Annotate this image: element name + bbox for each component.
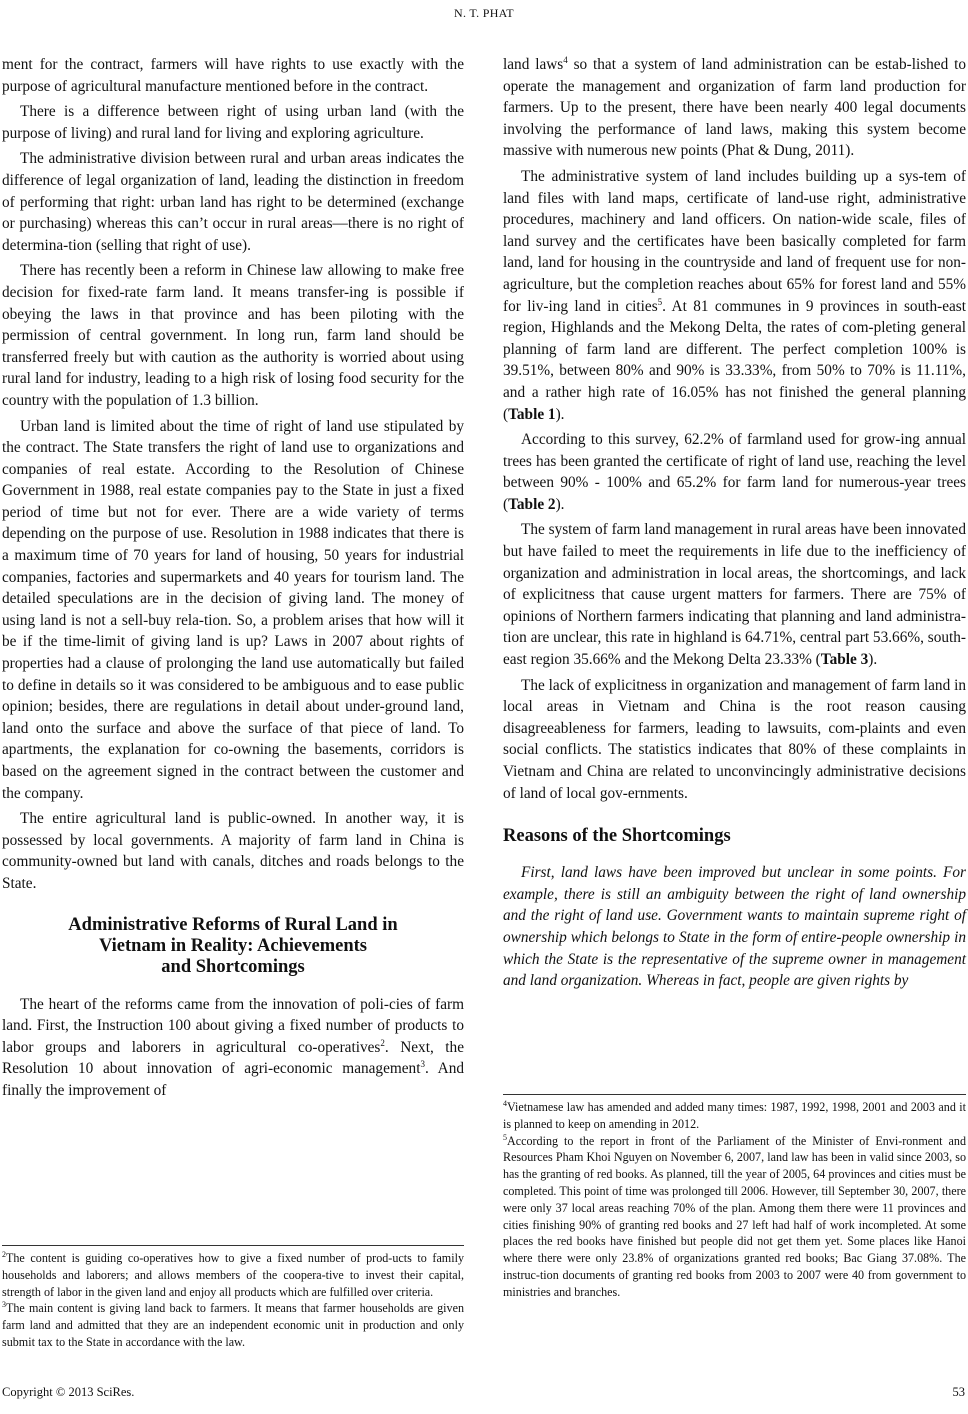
footnote: $^5$According to the report in front of the Parliament of the Minister of Envi-ronment and Resources Pham Khoi Nguyen on November 6, 2007, land law has been in valid since 2003, so has the granting of red books. As planned, till the year of 2005, 64 provinces and cities must be completed. This point of time was prolonged till 2006. However, till September 30, 2007, there were only 37 local areas reaching 70% of the plan. Among them there were 11 provinces and cities finishing 90% of granting red books and 27 left had half of work incompleted. At some places the red books have finished but people did not get them yet. Some places like Hanoi where there were only 23.8% of organizations granted red books; Bac Giang 37.08%. The instruc-tion documents of granting red books from 2003 to 2007 were 40 from government to ministries and branches.	[503, 1132, 966, 1299]
table-reference-link[interactable]: Table 2	[508, 495, 556, 513]
paragraph: The entire agricultural land is public-owned. In another way, it is possessed by local governments. A majority of farm land in China is community-owned but land with canals, ditches and roads belongs to the State.	[2, 810, 464, 892]
page-number: 53	[952, 1385, 965, 1399]
paragraph: Urban land is limited about the time of right of land use stipulated by the contract. The State transfers the right of land use to organizations and companies of real estate. According to the Resolution of Chinese Government in 1988, real estate companies pay to the State in just a fixed period of time but not for ever. There are a wide variety of terms depending on the purpose of use. Resolution in 1988 indicates that there is a maximum time of 70 years for land of housing, 50 years for industrial companies, factories and supermarkets and 40 years for tourism land. The detailed speculations are in the decision of giving land. The money of using land is not a sell-buy rela-tion. So, a problem arises that how will it be if the time-limit of giving land is up? Laws in 2007 about rights of properties had a clause of prolonging the land use automatically but failed to define in details so it was considered to be ambiguous and to ease public opinion; besides, there are regulations in detail about under-ground land, land onto the surface and above the surface of that piece of land. To apartments, the explanation for co-owning the basements, corridors is based on the agreement signed in the contract between the customer and the company.	[2, 417, 464, 802]
footnote-rule	[503, 1094, 966, 1095]
running-head: N. T. PHAT	[454, 6, 514, 20]
section-title-line: Vietnam in Reality: Achievements	[98, 935, 368, 956]
right-column	[503, 54, 966, 996]
paragraph: ment for the contract, farmers will have rights to use exactly with the purpose of agricultural manufacture mentioned before in the contract.	[2, 56, 464, 95]
right-footnotes	[503, 1094, 966, 1301]
left-footnotes	[2, 1245, 464, 1351]
table-reference-link[interactable]: Table 1	[508, 405, 556, 423]
paragraph: The system of farm land management in rural areas have been innovated but have failed to meet the requirements in life due to the inefficiency of organization and administration in local areas, the shortcomings, and lack of explicitness that cause urgent matters for farmers. There are 75% of opinions of Northern farmers indicating that planning and land administra-tion are unclear, this rate in highland is 64.71%, central part 53.66%, south-east region 35.66% and the Mekong Delta 23.33% (Table 3).	[503, 521, 966, 669]
paragraph: The administrative system of land includes building up a sys-tem of land files with land maps, certificate of land-use right, administrative procedures, machinery and land officers. On nation-wide scale, files of land survey and the certificates have been basically completed for farm land, land for housing in the countryside and land of frequent use for non-agriculture, but the completion reaches about 65% for forest land and 55% for liv-ing land in cities$^5$. At 81 communes in 9 provinces in south-east region, Highlands and the Mekong Delta, the rates of com-pleting general planning of farm land are different. The perfect completion 100% is 39.51%, between 80% and 90% is 33.33%, from 50% to 70% is 11.11%, and a rather high rate of 16.05% has not finished the general planning (Table 1).	[503, 167, 966, 423]
footnote: $^3$The main content is giving land back to farmers. It means that farmer households are given farm land and admitted that they are an independent economic unit in production and only submit tax to the State in accordance with the law.	[2, 1300, 464, 1349]
footnote-marker[interactable]: 4	[563, 54, 568, 65]
paragraph: The lack of explicitness in organization and management of farm land in local areas in Vietnam and China is the root reason causing disagreeableness for farmers, leading to lawsuits, com-plaints and even social conflicts. The statistics indicates that 80% of these complaints in Vietnam and China are related to unconvincingly administrative decisions of land of local gov-ernments.	[503, 676, 966, 802]
section-title-line: Administrative Reforms of Rural Land in	[68, 914, 398, 935]
section-title-line: and Shortcomings	[161, 956, 305, 977]
paragraph: First, land laws have been improved but unclear in some points. For example, there is still an ambiguity between the right of land ownership and the right of land use. Government wants to maintain supreme right of ownership which belongs to State in the form of entire-people ownership in which the State is the representative of the supreme owner in management and land organization. Whereas in fact, people are given rights by	[503, 864, 966, 990]
footnote-marker[interactable]: 5	[657, 296, 663, 307]
paragraph: There has recently been a reform in Chinese law allowing to make free decision for fixed-rate farm land. It means transfer-ing is possible if obeying the laws in that province and has been piloting with the permission of central government. In long run, farm land should be transferred freely but with caution as the authority is worried about using rural land for industry, leading to a high risk of losing food security for the country with the population of 1.3 billion.	[2, 262, 464, 409]
footnote-rule	[2, 1245, 464, 1246]
footnote-marker[interactable]: 3	[420, 1059, 425, 1070]
paragraph: The heart of the reforms came from the innovation of poli-cies of farm land. First, the Instruction 100 about giving a fixed number of products to labor groups and laborers in agricultural co-operatives$^2$. Next, the Resolution 10 about innovation of agri-economic management$^3$. And finally the improvement of	[2, 995, 464, 1099]
copyright-footer: Copyright © 2013 SciRes.	[2, 1385, 135, 1399]
footnote: $^4$Vietnamese law has amended and added many times: 1987, 1992, 1998, 2001 and 2003 and it is planned to keep on amending in 2012.	[503, 1098, 966, 1131]
section-title: Reasons of the Shortcomings	[503, 826, 731, 847]
paragraph: land laws$^4$ so that a system of land administration can be estab-lished to operate the management and organization of farm land production for farmers. Up to the present, there have been nearly 400 legal documents involving the performance of land laws, making this system become massive with numerous new points (Phat & Dung, 2011).	[503, 54, 966, 160]
paragraph: The administrative division between rural and urban areas indicates the difference of legal organization of land, leading the distinction in freedom of performing that right: urban land has right to be determined (exchange or purchasing) whereas this can’t occur in rural areas—there is no right of determina-tion (selling that right of use).	[2, 150, 464, 254]
paragraph: According to this survey, 62.2% of farmland used for grow-ing annual trees has been granted the certificate of right of land use, reaching the level between 90% - 100% and 65.2% for farm land for numerous-year trees (Table 2).	[503, 431, 966, 513]
left-column	[2, 54, 464, 1106]
section-title	[2, 915, 464, 978]
footnote: $^2$The content is guiding co-operatives how to give a fixed number of prod-ucts to family households and laborers; and allows members of the coopera-tive to invest their capital, strength of labor in the given land and enjoy all products which are fulfilled over criteria.	[2, 1249, 464, 1299]
footnote-marker[interactable]: 2	[380, 1037, 385, 1048]
paragraph: There is a difference between right of using urban land (with the purpose of living) and rural land for living and exploring agriculture.	[2, 103, 464, 142]
table-reference-link[interactable]: Table 3	[820, 651, 869, 669]
